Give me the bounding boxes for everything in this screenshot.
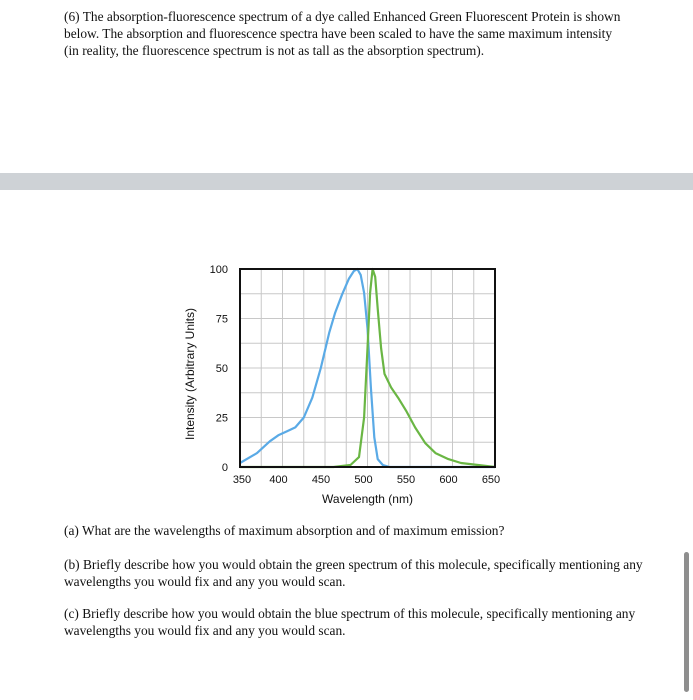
y-tick-label: 75 — [215, 313, 228, 326]
spectrum-chart — [170, 255, 520, 510]
y-tick-label: 50 — [215, 363, 228, 375]
x-axis-label: Wavelength (nm) — [322, 492, 413, 506]
question-b: (b) Briefly describe how you would obtain the green spectrum of this molecule, specifically mentioning any wavelengths you would fix and any you would scan. — [64, 557, 643, 589]
scrollbar[interactable] — [684, 552, 689, 692]
x-tick-label: 550 — [396, 474, 416, 486]
y-axis-label: Intensity (Arbitrary Units) — [183, 307, 197, 441]
x-tick-label: 450 — [311, 474, 331, 486]
x-tick-label: 600 — [439, 474, 458, 486]
y-tick-label: 100 — [209, 264, 228, 276]
x-tick-label: 400 — [269, 474, 288, 486]
x-tick-label: 350 — [232, 474, 252, 486]
question-c: (c) Briefly describe how you would obtain the blue spectrum of this molecule, specifically mentioning any wavelengths you would fix and any you would scan. — [64, 606, 636, 638]
y-tick-label: 25 — [215, 412, 228, 425]
section-divider — [0, 173, 693, 190]
x-tick-label: 500 — [354, 474, 373, 486]
x-tick-label: 650 — [481, 474, 501, 486]
problem-statement: (6) The absorption-fluorescence spectrum of a dye called Enhanced Green Fluorescent Protein is shown below. The absorption and fluorescence spectra have been scaled to have the same maximum intensity (in reality, the fluorescence spectrum is not as tall as the absorption spectrum). — [64, 9, 621, 58]
question-a: (a) What are the wavelengths of maximum absorption and of maximum emission? — [64, 523, 505, 538]
y-tick-label: 0 — [221, 462, 228, 474]
